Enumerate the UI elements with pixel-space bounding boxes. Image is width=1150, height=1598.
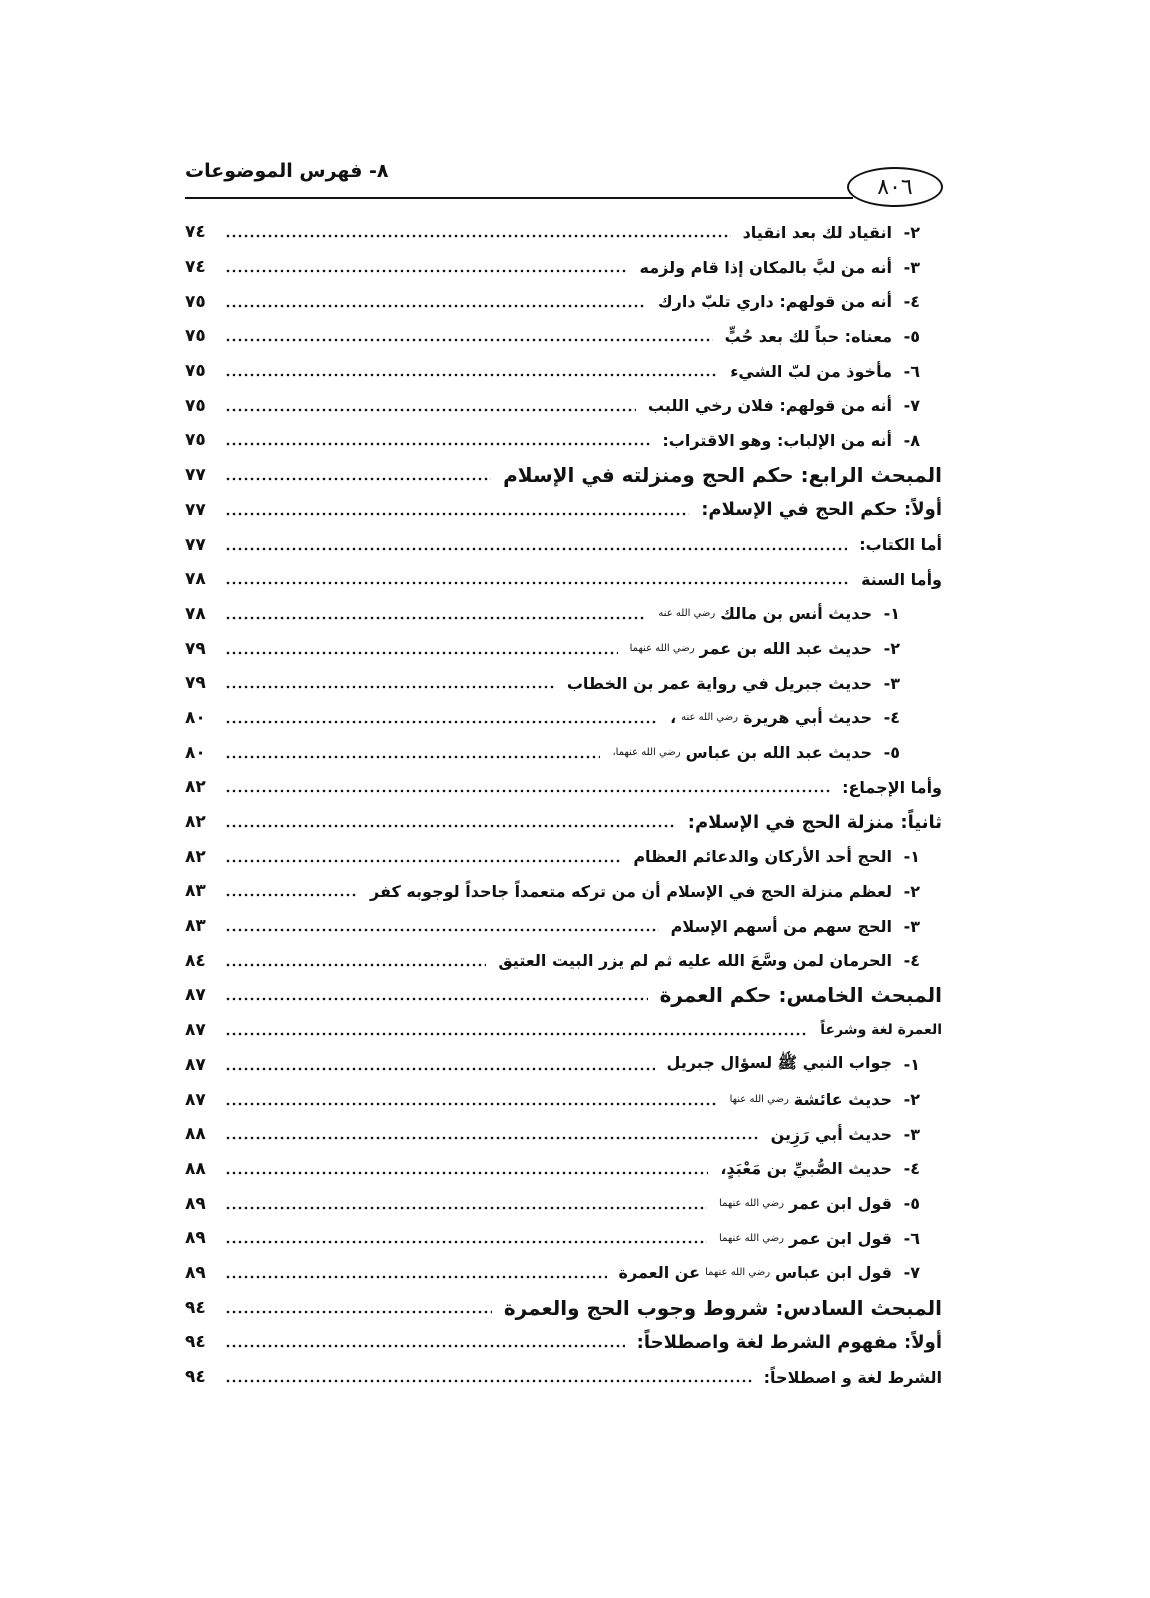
toc-entry: [185, 1117, 942, 1152]
toc-chapter-heading: [185, 458, 942, 493]
toc-section-heading: [185, 493, 942, 528]
entry-page-number: ٨٢: [185, 846, 206, 867]
entry-page-number: ٧٤: [185, 222, 206, 243]
entry-title: أما الكتاب:: [859, 535, 942, 555]
toc-entry: [185, 631, 942, 666]
entry-page-number: ٧٥: [185, 395, 206, 416]
toc-entry: [185, 1186, 942, 1221]
dot-leader: [225, 1029, 808, 1037]
toc-section-heading: [185, 1325, 942, 1360]
entry-title: قول ابن عمر: [788, 1228, 892, 1248]
toc-entry: [185, 250, 942, 285]
toc-section-heading: [185, 805, 942, 840]
entry-page-number: ٧٨: [185, 569, 206, 590]
entry-page-number: ٨٧: [185, 985, 206, 1006]
entry-title: قول ابن عمر: [788, 1194, 892, 1214]
entry-title: الشرط لغة و اصطلاحاً:: [763, 1367, 942, 1387]
dot-leader: [225, 682, 555, 690]
entry-page-number: ٧٩: [185, 638, 206, 659]
entry-number: ١-: [883, 604, 900, 624]
entry-page-number: ٨٨: [185, 1124, 206, 1145]
entry-number: ٢-: [903, 222, 920, 242]
entry-title: جواب النبي ﷺ لسؤال جبريل: [666, 1053, 892, 1073]
dot-leader: [225, 578, 849, 586]
honorific: رضي الله عنهما: [705, 1267, 771, 1279]
entry-page-number: ٧٨: [185, 603, 206, 624]
entry-page-number: ٨٩: [185, 1228, 206, 1249]
entry-title: حديث عبد الله بن عباس: [685, 743, 872, 763]
entry-number: ٨-: [903, 430, 920, 450]
entry-title: وأما الإجماع:: [842, 777, 942, 797]
entry-page-number: ٧٧: [185, 499, 206, 520]
entry-page-number: ٧٤: [185, 257, 206, 278]
entry-title: المبحث الرابع: حكم الحج ومنزلته في الإسلام: [503, 463, 942, 488]
toc-entry: [185, 562, 942, 597]
entry-number: ٤-: [903, 951, 920, 971]
entry-number: ٣-: [903, 1124, 920, 1144]
toc-entry: [185, 735, 942, 770]
header-rule: [185, 197, 853, 199]
entry-number: ٣-: [903, 916, 920, 936]
entry-number: ٣-: [903, 257, 920, 277]
dot-leader: [225, 1168, 708, 1176]
entry-title: حديث أنس بن مالك: [720, 604, 872, 624]
dot-leader: [225, 544, 847, 552]
toc-entry: [185, 943, 942, 978]
dot-leader: [225, 1341, 625, 1349]
entry-title: حديث جبريل في رواية عمر بن الخطاب: [566, 673, 872, 693]
toc-entry: [185, 1256, 942, 1291]
entry-title: الحج سهم من أسهم الإسلام: [670, 916, 892, 936]
toc-entry: [185, 1152, 942, 1187]
honorific: رضي الله عنهما،: [612, 747, 681, 759]
toc-entry: [185, 839, 942, 874]
entry-page-number: ٨٢: [185, 812, 206, 833]
dot-leader: [225, 370, 718, 378]
entry-page-number: ٩٤: [185, 1297, 206, 1318]
dot-leader: [225, 1237, 707, 1245]
entry-page-number: ٧٩: [185, 673, 206, 694]
toc-entry: [185, 319, 942, 354]
entry-number: ١-: [903, 847, 920, 867]
entry-title: الحرمان لمن وسَّعَ الله عليه ثم لم يزر البيت العتيق: [498, 951, 892, 971]
entry-title: ثانياً: منزلة الحج في الإسلام:: [687, 811, 942, 833]
dot-leader: [225, 266, 628, 274]
honorific: رضي الله عنهما: [629, 643, 695, 655]
entry-page-number: ٧٥: [185, 291, 206, 312]
entry-title: المبحث السادس: شروط وجوب الحج والعمرة: [503, 1295, 942, 1320]
entry-page-number: ٧٥: [185, 430, 206, 451]
entry-number: ٢-: [903, 881, 920, 901]
dot-leader: [225, 960, 486, 968]
toc-entry: [185, 1082, 942, 1117]
dot-leader: [225, 890, 358, 898]
honorific: رضي الله عنه: [681, 712, 738, 724]
entry-title: المبحث الخامس: حكم العمرة: [659, 983, 942, 1008]
entry-title: العمرة لغة وشرعاً: [820, 1022, 942, 1039]
dot-leader: [225, 752, 600, 760]
toc-chapter-heading: [185, 978, 942, 1013]
toc-entry: [185, 597, 942, 632]
entry-page-number: ٨٨: [185, 1158, 206, 1179]
entry-number: ١-: [903, 1055, 920, 1075]
toc-entry: [185, 874, 942, 909]
entry-number: ٤-: [903, 292, 920, 312]
entry-number: ٧-: [903, 396, 920, 416]
entry-page-number: ٧٥: [185, 326, 206, 347]
toc-entry: [185, 388, 942, 423]
dot-leader: [225, 1376, 752, 1384]
toc-entry: [185, 423, 942, 458]
entry-title: وأما السنة: [861, 569, 942, 589]
entry-number: ٥-: [903, 1194, 920, 1214]
dot-leader: [225, 856, 621, 864]
toc-entry: [185, 666, 942, 701]
entry-title: معناه: حباً لك بعد حُبٍّ: [724, 326, 892, 346]
toc-entry: [185, 1221, 942, 1256]
page-number-oval: [847, 167, 943, 207]
entry-number: ٥-: [903, 326, 920, 346]
dot-leader: [225, 474, 491, 482]
entry-title: أنه من لبَّ بالمكان إذا قام ولزمه: [639, 257, 892, 277]
dot-leader: [225, 613, 646, 621]
entry-number: ٦-: [903, 1228, 920, 1248]
entry-page-number: ٨٠: [185, 707, 206, 728]
dot-leader: [225, 717, 658, 725]
dot-leader: [225, 1272, 607, 1280]
section-title: ٨- فهرس الموضوعات: [185, 160, 389, 182]
entry-number: ٥-: [883, 743, 900, 763]
page-number: ٨٠٦: [877, 174, 913, 200]
entry-title-suffix: عن العمرة: [618, 1263, 701, 1283]
entry-page-number: ٩٤: [185, 1332, 206, 1353]
toc-entry: [185, 527, 942, 562]
entry-page-number: ٨٩: [185, 1262, 206, 1283]
entry-number: ٤-: [883, 708, 900, 728]
toc-chapter-heading: [185, 1290, 942, 1325]
entry-page-number: ٧٧: [185, 465, 206, 486]
entry-title: أنه من قولهم: فلان رخي اللبب: [647, 396, 892, 416]
dot-leader: [225, 301, 646, 309]
honorific: رضي الله عنه: [658, 608, 716, 620]
toc-entry: [185, 1360, 942, 1395]
entry-title: الحج أحد الأركان والدعائم العظام: [633, 847, 892, 867]
dot-leader: [225, 821, 676, 829]
toc-entry: [185, 215, 942, 250]
toc-entry: [185, 354, 942, 389]
entry-title: أولاً: مفهوم الشرط لغة واصطلاحاً:: [636, 1331, 942, 1353]
entry-page-number: ٩٤: [185, 1367, 206, 1388]
entry-title: أنه من الإلباب: وهو الاقتراب:: [662, 430, 892, 450]
entry-title: مأخوذ من لبّ الشيء: [730, 361, 892, 381]
dot-leader: [225, 439, 650, 447]
dot-leader: [225, 648, 618, 656]
dot-leader: [225, 335, 713, 343]
entry-page-number: ٧٧: [185, 534, 206, 555]
entry-page-number: ٨٧: [185, 1089, 206, 1110]
entry-number: ٤-: [903, 1159, 920, 1179]
dot-leader: [225, 1099, 718, 1107]
dot-leader: [225, 509, 689, 517]
entry-page-number: ٨٢: [185, 777, 206, 798]
table-of-contents: [185, 215, 942, 1394]
entry-title: حديث عائشة: [793, 1090, 892, 1110]
toc-entry: [185, 284, 942, 319]
entry-page-number: ٨٣: [185, 881, 206, 902]
dot-leader: [225, 1307, 492, 1315]
dot-leader: [225, 994, 648, 1002]
entry-number: ٦-: [903, 361, 920, 381]
entry-title: حديث الصُّبيِّ بن مَعْبَدٍ،: [720, 1159, 892, 1179]
honorific: رضي الله عنها: [729, 1094, 789, 1106]
dot-leader: [225, 1133, 759, 1141]
dot-leader: [225, 925, 659, 933]
entry-title-suffix: ،: [670, 708, 677, 728]
entry-number: ٧-: [903, 1263, 920, 1283]
dot-leader: [225, 1203, 707, 1211]
entry-title: حديث عبد الله بن عمر: [699, 639, 872, 659]
toc-subheading: [185, 1013, 942, 1048]
toc-entry: [185, 1048, 942, 1083]
honorific: رضي الله عنهما: [719, 1232, 784, 1244]
entry-title: أولاً: حكم الحج في الإسلام:: [701, 499, 942, 521]
entry-page-number: ٨٧: [185, 1020, 206, 1041]
entry-title: أنه من قولهم: داري تلبّ دارك: [658, 292, 892, 312]
toc-entry: [185, 770, 942, 805]
toc-entry: [185, 701, 942, 736]
entry-number: ٢-: [903, 1090, 920, 1110]
entry-page-number: ٨٧: [185, 1054, 206, 1075]
entry-title: حديث أبي هريرة: [743, 708, 872, 728]
dot-leader: [225, 231, 731, 239]
dot-leader: [225, 786, 830, 794]
dot-leader: [225, 1064, 655, 1072]
toc-entry: [185, 909, 942, 944]
entry-page-number: ٨٣: [185, 916, 206, 937]
entry-title: لعظم منزلة الحج في الإسلام أن من تركه متعمداً جاحداً لوجوبه كفر: [370, 881, 892, 901]
entry-page-number: ٨٤: [185, 950, 206, 971]
entry-page-number: ٧٥: [185, 361, 206, 382]
entry-title: انقياد لك بعد انقياد: [742, 222, 892, 242]
entry-title: حديث أبي رَزِين: [770, 1124, 892, 1144]
dot-leader: [225, 405, 636, 413]
entry-number: ٣-: [883, 673, 900, 693]
honorific: رضي الله عنهما: [719, 1198, 784, 1210]
entry-number: ٢-: [883, 639, 900, 659]
entry-title: قول ابن عباس: [775, 1263, 892, 1283]
entry-page-number: ٨٠: [185, 742, 206, 763]
entry-page-number: ٨٩: [185, 1193, 206, 1214]
